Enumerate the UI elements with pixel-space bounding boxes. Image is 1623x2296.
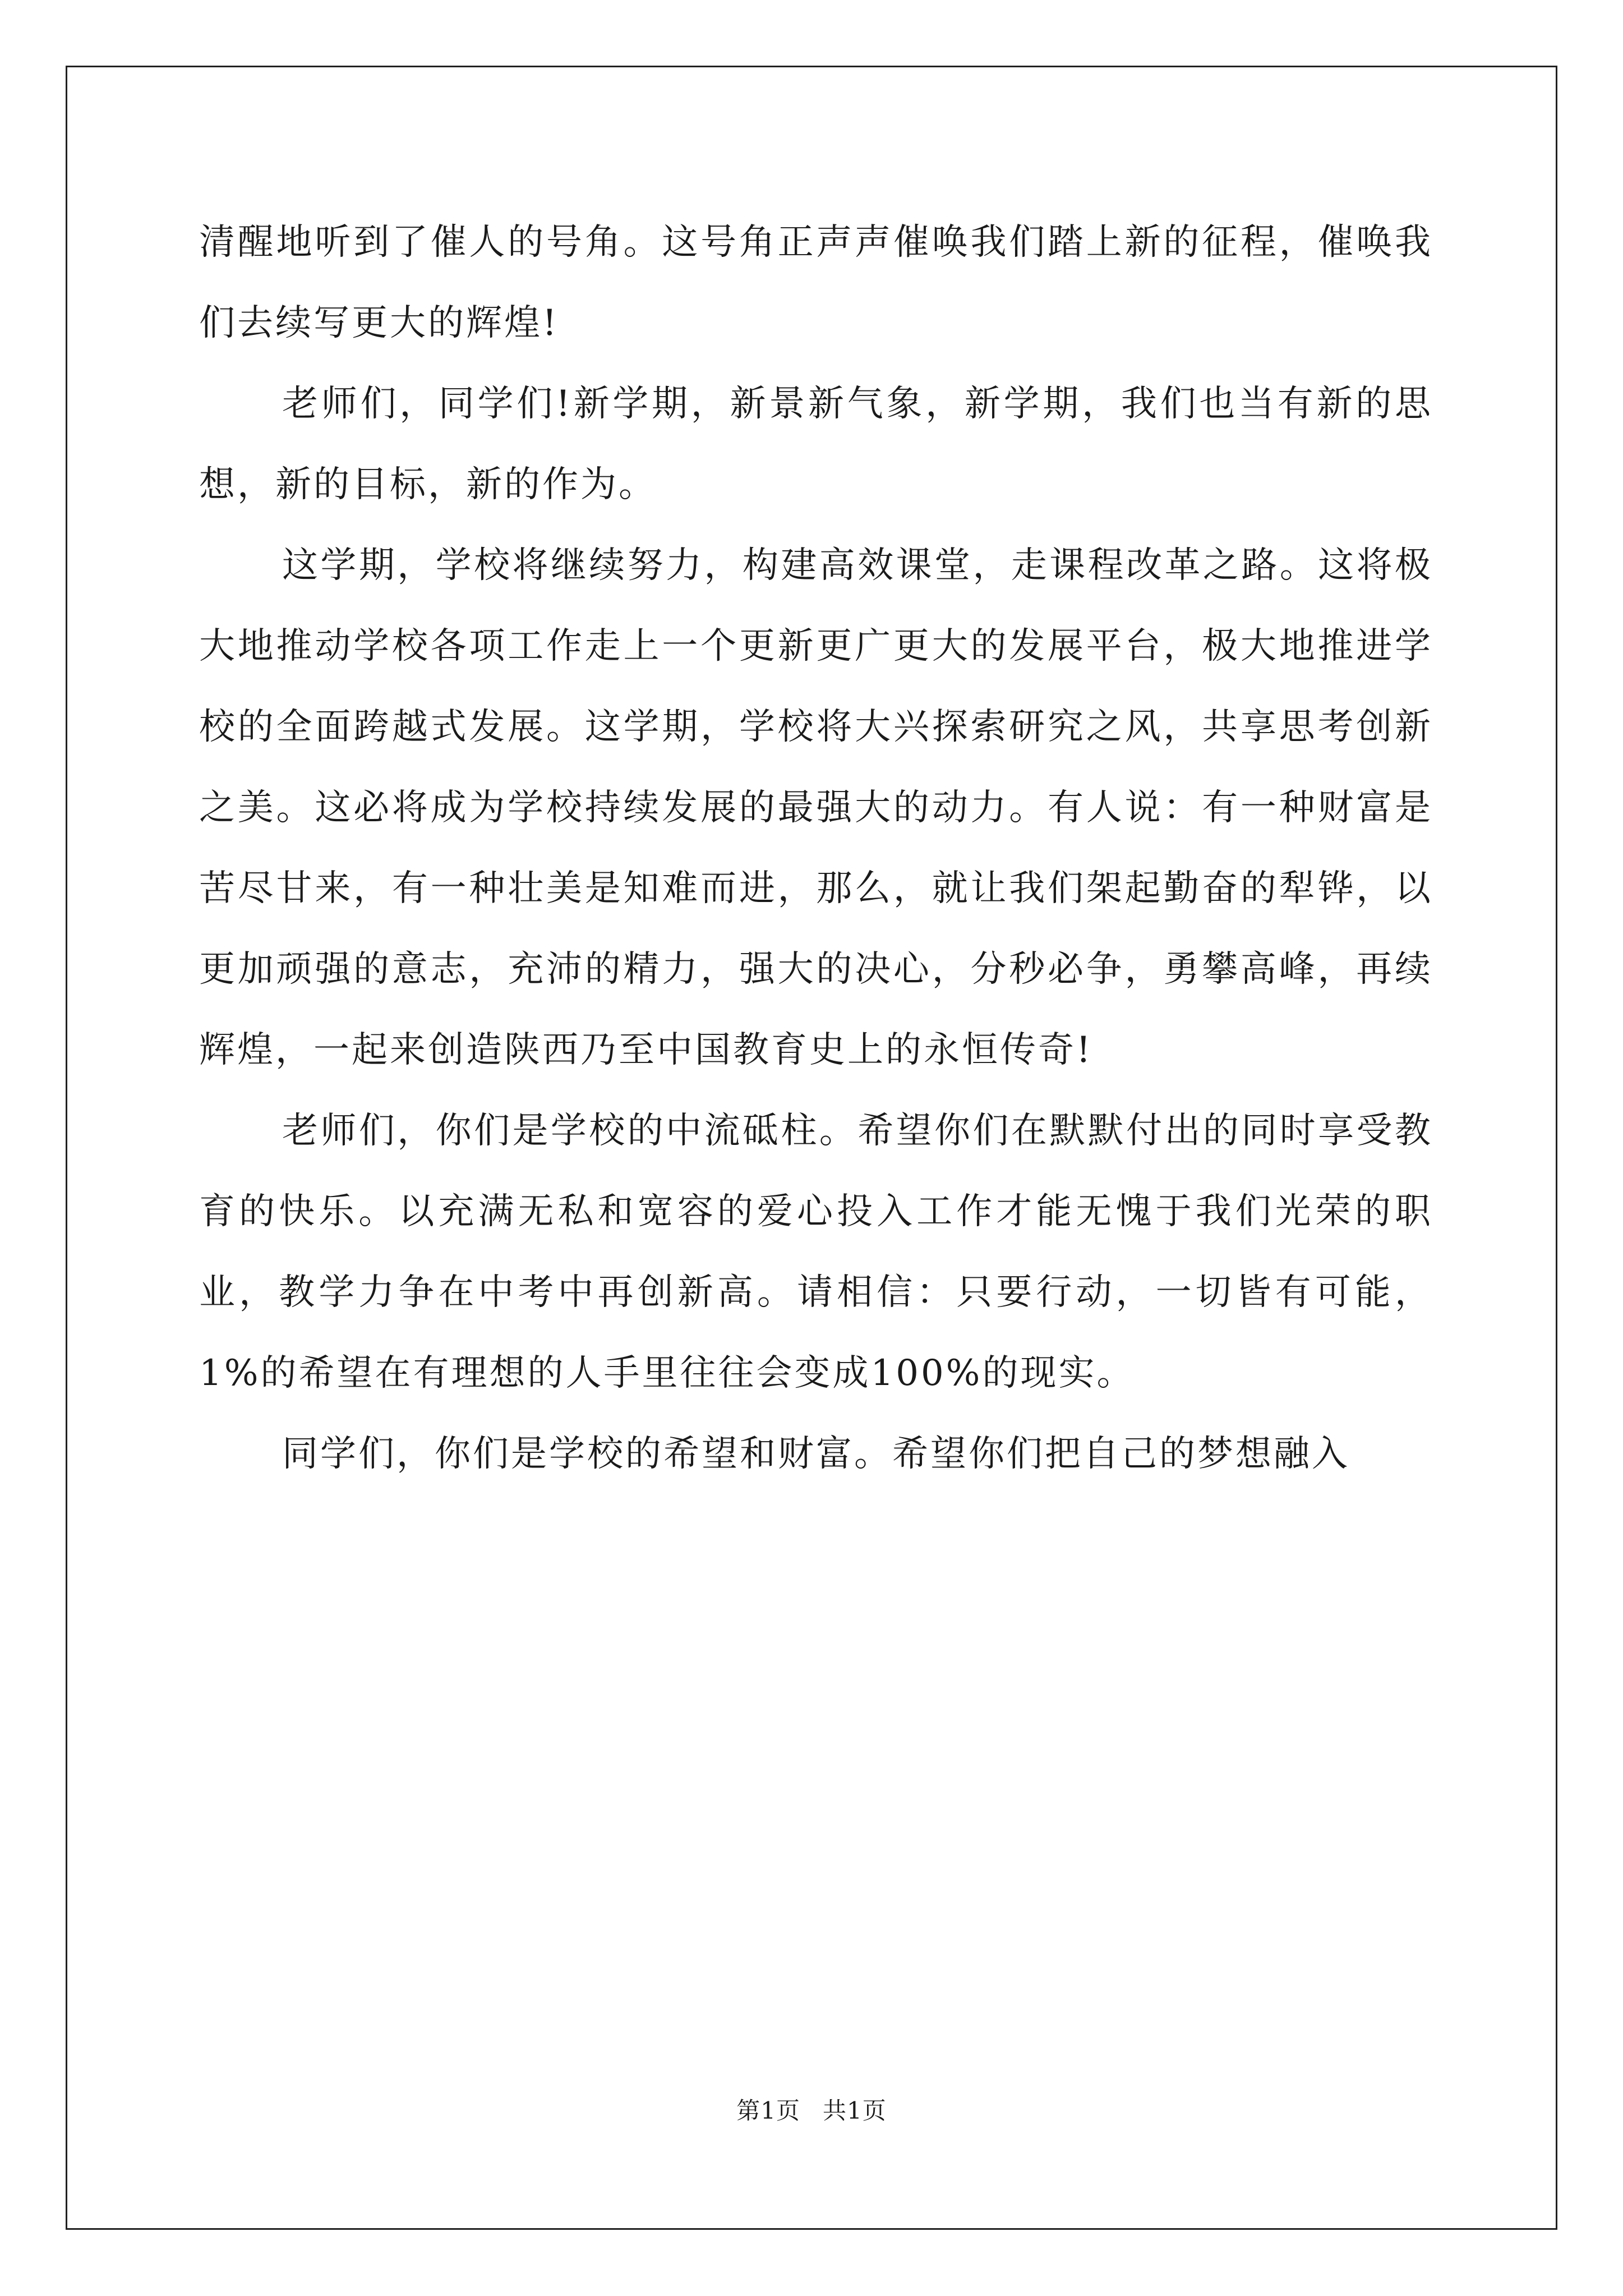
paragraph-3: 这学期，学校将继续努力，构建高效课堂，走课程改革之路。这将极大地推动学校各项工作走上一个更新更广更大的发展平台，极大地推进学校的全面跨越式发展。这学期，学校将大兴探索研究之风，共享思考创新之美。这必将成为学校持续发展的最强大的动力。有人说：有一种财富是苦尽甘来，有一种壮美是知难而进，那么，就让我们架起勤奋的犁铧，以更加顽强的意志，充沛的精力，强大的决心，分秒必争，勇攀高峰，再续辉煌，一起来创造陕西乃至中国教育史上的永恒传奇! xyxy=(199,545,1433,1071)
paragraph-4: 老师们，你们是学校的中流砥柱。希望你们在默默付出的同时享受教育的快乐。以充满无私和宽容的爱心投入工作才能无愧于我们光荣的职业，教学力争在中考中再创新高。请相信：只要行动，一切皆有可能，1%的希望在有理想的人手里往往会变成100%的现实。 xyxy=(199,1110,1433,1394)
document-body xyxy=(199,202,1433,1494)
paragraph-5: 同学们，你们是学校的希望和财富。希望你们把自己的梦想融入 xyxy=(282,1433,1350,1475)
page-number: 第1页 xyxy=(736,2097,800,2124)
paragraph-2: 老师们，同学们!新学期，新景新气象，新学期，我们也当有新的思想，新的目标，新的作为。 xyxy=(199,383,1433,505)
paragraph-1: 清醒地听到了催人的号角。这号角正声声催唤我们踏上新的征程，催唤我们去续写更大的辉煌! xyxy=(199,222,1433,344)
page-footer xyxy=(0,2095,1623,2127)
page-total: 共1页 xyxy=(823,2097,887,2124)
